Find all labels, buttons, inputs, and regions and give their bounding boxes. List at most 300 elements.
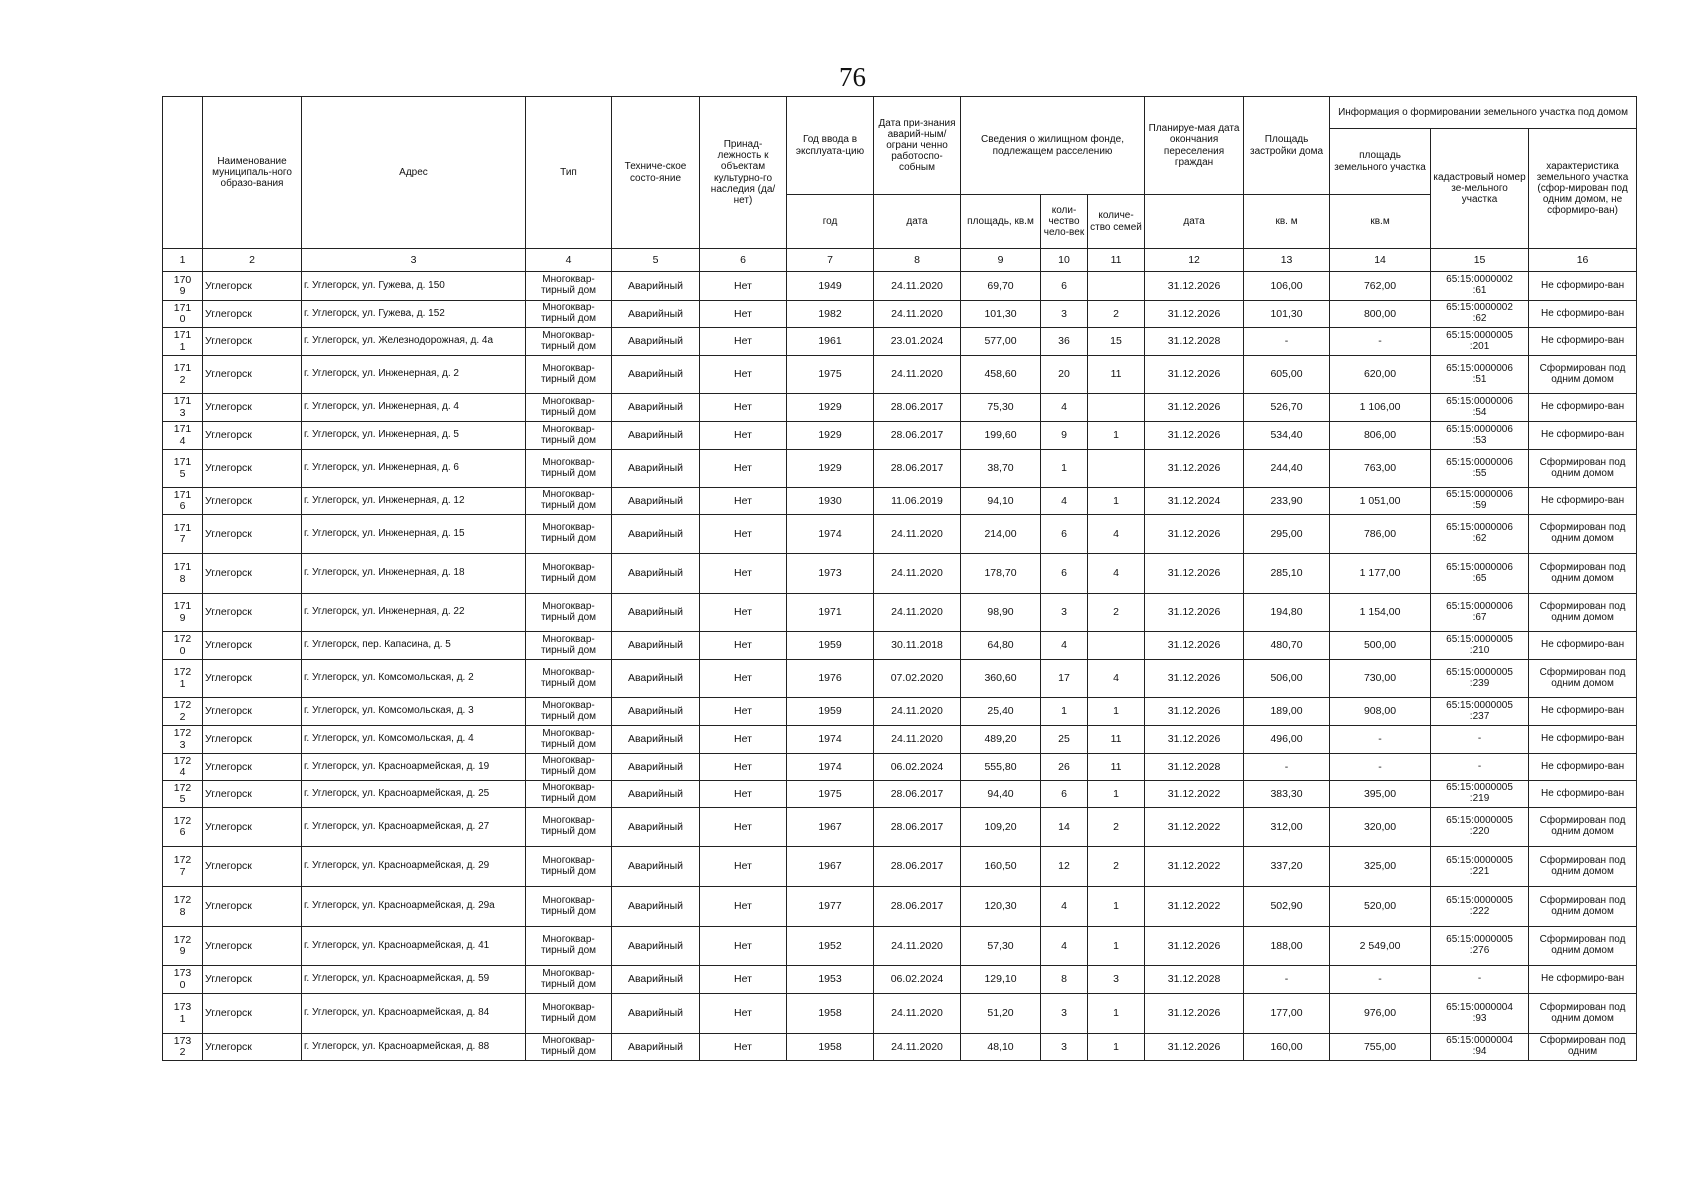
row-number-cell: 172 2 xyxy=(163,698,203,726)
municipality-cell: Углегорск xyxy=(203,515,302,554)
family-count-cell xyxy=(1088,272,1145,301)
land-area-cell: - xyxy=(1330,966,1431,994)
header-date-group: Дата при-знания аварий-ным/ограни ченно работоспо-собным xyxy=(874,97,961,195)
year-cell: 1974 xyxy=(787,515,874,554)
heritage-cell: Нет xyxy=(700,781,787,808)
type-cell: Многоквар-тирный дом xyxy=(526,1034,612,1061)
address-cell: г. Углегорск, ул. Красноармейская, д. 19 xyxy=(302,754,526,781)
family-count-cell: 1 xyxy=(1088,488,1145,515)
family-count-cell: 2 xyxy=(1088,301,1145,328)
land-characteristic-cell: Сформирован под одним домом xyxy=(1529,356,1637,394)
footprint-area-cell: 295,00 xyxy=(1244,515,1330,554)
land-area-cell: - xyxy=(1330,726,1431,754)
land-characteristic-cell: Сформирован под одним домом xyxy=(1529,450,1637,488)
header-row-number xyxy=(163,97,203,249)
land-characteristic-cell: Сформирован под одним домом xyxy=(1529,515,1637,554)
table-row xyxy=(163,660,1637,698)
table-row xyxy=(163,632,1637,660)
table-header xyxy=(163,97,1637,272)
table-row xyxy=(163,301,1637,328)
year-cell: 1929 xyxy=(787,394,874,422)
row-number-cell: 172 4 xyxy=(163,754,203,781)
family-count-cell: 11 xyxy=(1088,726,1145,754)
heritage-cell: Нет xyxy=(700,272,787,301)
living-area-cell: 360,60 xyxy=(961,660,1041,698)
year-cell: 1974 xyxy=(787,754,874,781)
row-number-cell: 172 3 xyxy=(163,726,203,754)
row-number-cell: 172 8 xyxy=(163,887,203,927)
people-count-cell: 4 xyxy=(1041,394,1088,422)
technical-state-cell: Аварийный xyxy=(612,272,700,301)
land-area-cell: 320,00 xyxy=(1330,808,1431,847)
header-land-characteristic: характеристика земельного участка (сфор-мирован под одним домом, не сформиро-ван) xyxy=(1529,129,1637,249)
year-cell: 1929 xyxy=(787,422,874,450)
type-cell: Многоквар-тирный дом xyxy=(526,594,612,632)
living-area-cell: 199,60 xyxy=(961,422,1041,450)
type-cell: Многоквар-тирный дом xyxy=(526,847,612,887)
family-count-cell: 1 xyxy=(1088,698,1145,726)
recognition-date-cell: 11.06.2019 xyxy=(874,488,961,515)
planned-date-cell: 31.12.2022 xyxy=(1145,808,1244,847)
municipality-cell: Углегорск xyxy=(203,450,302,488)
technical-state-cell: Аварийный xyxy=(612,887,700,927)
year-cell: 1973 xyxy=(787,554,874,594)
living-area-cell: 48,10 xyxy=(961,1034,1041,1061)
planned-date-cell: 31.12.2026 xyxy=(1145,272,1244,301)
living-area-cell: 98,90 xyxy=(961,594,1041,632)
people-count-cell: 26 xyxy=(1041,754,1088,781)
planned-date-cell: 31.12.2026 xyxy=(1145,515,1244,554)
family-count-cell: 2 xyxy=(1088,594,1145,632)
row-number-cell: 172 0 xyxy=(163,632,203,660)
cadastral-number-cell: - xyxy=(1431,966,1529,994)
footprint-area-cell: - xyxy=(1244,754,1330,781)
column-number: 11 xyxy=(1088,249,1145,272)
family-count-cell: 4 xyxy=(1088,554,1145,594)
cadastral-number-cell: 65:15:0000005 :221 xyxy=(1431,847,1529,887)
type-cell: Многоквар-тирный дом xyxy=(526,726,612,754)
address-cell: г. Углегорск, ул. Красноармейская, д. 29 xyxy=(302,847,526,887)
people-count-cell: 6 xyxy=(1041,272,1088,301)
row-number-cell: 171 3 xyxy=(163,394,203,422)
recognition-date-cell: 24.11.2020 xyxy=(874,698,961,726)
table-row xyxy=(163,781,1637,808)
type-cell: Многоквар-тирный дом xyxy=(526,660,612,698)
municipality-cell: Углегорск xyxy=(203,328,302,356)
type-cell: Многоквар-тирный дом xyxy=(526,887,612,927)
land-characteristic-cell: Сформирован под одним домом xyxy=(1529,994,1637,1034)
land-area-cell: 395,00 xyxy=(1330,781,1431,808)
table-row xyxy=(163,847,1637,887)
land-area-cell: 762,00 xyxy=(1330,272,1431,301)
cadastral-number-cell: 65:15:0000002 :61 xyxy=(1431,272,1529,301)
column-number: 4 xyxy=(526,249,612,272)
municipality-cell: Углегорск xyxy=(203,422,302,450)
column-number: 3 xyxy=(302,249,526,272)
header-land-area: площадь земельного участка xyxy=(1330,129,1431,195)
header-planned-group: Планируе-мая дата окончания переселения граждан xyxy=(1145,97,1244,195)
heritage-cell: Нет xyxy=(700,594,787,632)
type-cell: Многоквар-тирный дом xyxy=(526,927,612,966)
planned-date-cell: 31.12.2026 xyxy=(1145,1034,1244,1061)
column-number: 13 xyxy=(1244,249,1330,272)
type-cell: Многоквар-тирный дом xyxy=(526,394,612,422)
type-cell: Многоквар-тирный дом xyxy=(526,554,612,594)
table-row xyxy=(163,488,1637,515)
recognition-date-cell: 28.06.2017 xyxy=(874,781,961,808)
planned-date-cell: 31.12.2026 xyxy=(1145,726,1244,754)
row-number-cell: 171 5 xyxy=(163,450,203,488)
heritage-cell: Нет xyxy=(700,808,787,847)
people-count-cell: 4 xyxy=(1041,927,1088,966)
cadastral-number-cell: 65:15:0000006 :62 xyxy=(1431,515,1529,554)
planned-date-cell: 31.12.2026 xyxy=(1145,422,1244,450)
technical-state-cell: Аварийный xyxy=(612,660,700,698)
technical-state-cell: Аварийный xyxy=(612,328,700,356)
people-count-cell: 6 xyxy=(1041,515,1088,554)
municipality-cell: Углегорск xyxy=(203,808,302,847)
table-row xyxy=(163,515,1637,554)
column-number: 12 xyxy=(1145,249,1244,272)
header-technical-state: Техниче-ское состо-яние xyxy=(612,97,700,249)
year-cell: 1958 xyxy=(787,1034,874,1061)
table-row xyxy=(163,272,1637,301)
cadastral-number-cell: 65:15:0000006 :51 xyxy=(1431,356,1529,394)
planned-date-cell: 31.12.2026 xyxy=(1145,660,1244,698)
type-cell: Многоквар-тирный дом xyxy=(526,781,612,808)
type-cell: Многоквар-тирный дом xyxy=(526,422,612,450)
land-characteristic-cell: Не сформиро-ван xyxy=(1529,966,1637,994)
table-row xyxy=(163,1034,1637,1061)
living-area-cell: 214,00 xyxy=(961,515,1041,554)
year-cell: 1959 xyxy=(787,698,874,726)
address-cell: г. Углегорск, ул. Инженерная, д. 18 xyxy=(302,554,526,594)
recognition-date-cell: 24.11.2020 xyxy=(874,301,961,328)
row-number-cell: 172 1 xyxy=(163,660,203,698)
cadastral-number-cell: 65:15:0000005 :210 xyxy=(1431,632,1529,660)
planned-date-cell: 31.12.2022 xyxy=(1145,887,1244,927)
living-area-cell: 109,20 xyxy=(961,808,1041,847)
row-number-cell: 171 2 xyxy=(163,356,203,394)
year-cell: 1930 xyxy=(787,488,874,515)
heritage-cell: Нет xyxy=(700,847,787,887)
municipality-cell: Углегорск xyxy=(203,660,302,698)
row-number-cell: 171 6 xyxy=(163,488,203,515)
land-characteristic-cell: Сформирован под одним домом xyxy=(1529,554,1637,594)
footprint-area-cell: 194,80 xyxy=(1244,594,1330,632)
year-cell: 1961 xyxy=(787,328,874,356)
land-area-cell: 755,00 xyxy=(1330,1034,1431,1061)
table-row xyxy=(163,887,1637,927)
header-year-sub: год xyxy=(787,195,874,249)
recognition-date-cell: 24.11.2020 xyxy=(874,515,961,554)
family-count-cell xyxy=(1088,450,1145,488)
municipality-cell: Углегорск xyxy=(203,754,302,781)
row-number-cell: 172 9 xyxy=(163,927,203,966)
column-number: 16 xyxy=(1529,249,1637,272)
recognition-date-cell: 28.06.2017 xyxy=(874,808,961,847)
technical-state-cell: Аварийный xyxy=(612,808,700,847)
row-number-cell: 171 0 xyxy=(163,301,203,328)
heritage-cell: Нет xyxy=(700,887,787,927)
year-cell: 1949 xyxy=(787,272,874,301)
people-count-cell: 25 xyxy=(1041,726,1088,754)
heritage-cell: Нет xyxy=(700,726,787,754)
cadastral-number-cell: 65:15:0000005 :220 xyxy=(1431,808,1529,847)
technical-state-cell: Аварийный xyxy=(612,781,700,808)
year-cell: 1975 xyxy=(787,781,874,808)
planned-date-cell: 31.12.2026 xyxy=(1145,594,1244,632)
people-count-cell: 4 xyxy=(1041,887,1088,927)
family-count-cell: 2 xyxy=(1088,808,1145,847)
living-area-cell: 101,30 xyxy=(961,301,1041,328)
land-characteristic-cell: Не сформиро-ван xyxy=(1529,632,1637,660)
registry-table xyxy=(162,96,1637,1061)
recognition-date-cell: 24.11.2020 xyxy=(874,594,961,632)
family-count-cell: 11 xyxy=(1088,356,1145,394)
land-characteristic-cell: Не сформиро-ван xyxy=(1529,726,1637,754)
row-number-cell: 172 7 xyxy=(163,847,203,887)
land-characteristic-cell: Не сформиро-ван xyxy=(1529,488,1637,515)
recognition-date-cell: 28.06.2017 xyxy=(874,847,961,887)
family-count-cell: 1 xyxy=(1088,422,1145,450)
technical-state-cell: Аварийный xyxy=(612,726,700,754)
header-planned-sub: дата xyxy=(1145,195,1244,249)
planned-date-cell: 31.12.2026 xyxy=(1145,632,1244,660)
address-cell: г. Углегорск, ул. Красноармейская, д. 84 xyxy=(302,994,526,1034)
people-count-cell: 3 xyxy=(1041,594,1088,632)
family-count-cell: 11 xyxy=(1088,754,1145,781)
year-cell: 1975 xyxy=(787,356,874,394)
address-cell: г. Углегорск, ул. Красноармейская, д. 88 xyxy=(302,1034,526,1061)
planned-date-cell: 31.12.2022 xyxy=(1145,847,1244,887)
land-area-cell: - xyxy=(1330,328,1431,356)
land-characteristic-cell: Не сформиро-ван xyxy=(1529,422,1637,450)
cadastral-number-cell: 65:15:0000005 :219 xyxy=(1431,781,1529,808)
table-row xyxy=(163,422,1637,450)
planned-date-cell: 31.12.2026 xyxy=(1145,994,1244,1034)
address-cell: г. Углегорск, ул. Инженерная, д. 2 xyxy=(302,356,526,394)
type-cell: Многоквар-тирный дом xyxy=(526,450,612,488)
land-area-cell: 1 051,00 xyxy=(1330,488,1431,515)
cadastral-number-cell: 65:15:0000004 :94 xyxy=(1431,1034,1529,1061)
living-area-cell: 38,70 xyxy=(961,450,1041,488)
living-area-cell: 94,40 xyxy=(961,781,1041,808)
footprint-area-cell: 383,30 xyxy=(1244,781,1330,808)
table-row xyxy=(163,554,1637,594)
footprint-area-cell: 177,00 xyxy=(1244,994,1330,1034)
column-number: 14 xyxy=(1330,249,1431,272)
cadastral-number-cell: 65:15:0000005 :239 xyxy=(1431,660,1529,698)
header-address: Адрес xyxy=(302,97,526,249)
year-cell: 1958 xyxy=(787,994,874,1034)
recognition-date-cell: 06.02.2024 xyxy=(874,754,961,781)
address-cell: г. Углегорск, ул. Красноармейская, д. 41 xyxy=(302,927,526,966)
land-characteristic-cell: Не сформиро-ван xyxy=(1529,328,1637,356)
address-cell: г. Углегорск, ул. Красноармейская, д. 29а xyxy=(302,887,526,927)
people-count-cell: 17 xyxy=(1041,660,1088,698)
year-cell: 1967 xyxy=(787,808,874,847)
header-municipality: Наименование муниципаль-ного образо-вания xyxy=(203,97,302,249)
planned-date-cell: 31.12.2026 xyxy=(1145,356,1244,394)
land-characteristic-cell: Сформирован под одним xyxy=(1529,1034,1637,1061)
row-number-cell: 173 1 xyxy=(163,994,203,1034)
type-cell: Многоквар-тирный дом xyxy=(526,272,612,301)
municipality-cell: Углегорск xyxy=(203,994,302,1034)
recognition-date-cell: 24.11.2020 xyxy=(874,1034,961,1061)
people-count-cell: 14 xyxy=(1041,808,1088,847)
land-characteristic-cell: Не сформиро-ван xyxy=(1529,272,1637,301)
header-footprint-group: Площадь застройки дома xyxy=(1244,97,1330,195)
technical-state-cell: Аварийный xyxy=(612,488,700,515)
table-row xyxy=(163,594,1637,632)
planned-date-cell: 31.12.2026 xyxy=(1145,301,1244,328)
land-area-cell: 620,00 xyxy=(1330,356,1431,394)
living-area-cell: 75,30 xyxy=(961,394,1041,422)
address-cell: г. Углегорск, ул. Инженерная, д. 6 xyxy=(302,450,526,488)
type-cell: Многоквар-тирный дом xyxy=(526,515,612,554)
heritage-cell: Нет xyxy=(700,927,787,966)
header-land-area-sub: кв.м xyxy=(1330,195,1431,249)
land-area-cell: 730,00 xyxy=(1330,660,1431,698)
family-count-cell: 1 xyxy=(1088,994,1145,1034)
recognition-date-cell: 24.11.2020 xyxy=(874,994,961,1034)
table-row xyxy=(163,356,1637,394)
page-number: 76 xyxy=(839,62,866,92)
land-area-cell: 908,00 xyxy=(1330,698,1431,726)
municipality-cell: Углегорск xyxy=(203,927,302,966)
table-row xyxy=(163,698,1637,726)
recognition-date-cell: 24.11.2020 xyxy=(874,356,961,394)
technical-state-cell: Аварийный xyxy=(612,994,700,1034)
table-row xyxy=(163,927,1637,966)
people-count-cell: 6 xyxy=(1041,781,1088,808)
planned-date-cell: 31.12.2022 xyxy=(1145,781,1244,808)
municipality-cell: Углегорск xyxy=(203,1034,302,1061)
municipality-cell: Углегорск xyxy=(203,594,302,632)
technical-state-cell: Аварийный xyxy=(612,698,700,726)
footprint-area-cell: 101,30 xyxy=(1244,301,1330,328)
footprint-area-cell: 188,00 xyxy=(1244,927,1330,966)
heritage-cell: Нет xyxy=(700,422,787,450)
footprint-area-cell: 233,90 xyxy=(1244,488,1330,515)
year-cell: 1982 xyxy=(787,301,874,328)
municipality-cell: Углегорск xyxy=(203,272,302,301)
planned-date-cell: 31.12.2028 xyxy=(1145,966,1244,994)
technical-state-cell: Аварийный xyxy=(612,847,700,887)
family-count-cell: 15 xyxy=(1088,328,1145,356)
cadastral-number-cell: 65:15:0000002 :62 xyxy=(1431,301,1529,328)
land-area-cell: 520,00 xyxy=(1330,887,1431,927)
year-cell: 1959 xyxy=(787,632,874,660)
footprint-area-cell: 244,40 xyxy=(1244,450,1330,488)
heritage-cell: Нет xyxy=(700,450,787,488)
footprint-area-cell: 285,10 xyxy=(1244,554,1330,594)
people-count-cell: 12 xyxy=(1041,847,1088,887)
land-area-cell: - xyxy=(1330,754,1431,781)
heritage-cell: Нет xyxy=(700,966,787,994)
land-area-cell: 763,00 xyxy=(1330,450,1431,488)
land-area-cell: 1 106,00 xyxy=(1330,394,1431,422)
cadastral-number-cell: 65:15:0000005 :276 xyxy=(1431,927,1529,966)
type-cell: Многоквар-тирный дом xyxy=(526,328,612,356)
land-area-cell: 2 549,00 xyxy=(1330,927,1431,966)
heritage-cell: Нет xyxy=(700,515,787,554)
people-count-cell: 1 xyxy=(1041,450,1088,488)
column-number: 1 xyxy=(163,249,203,272)
municipality-cell: Углегорск xyxy=(203,488,302,515)
planned-date-cell: 31.12.2024 xyxy=(1145,488,1244,515)
heritage-cell: Нет xyxy=(700,754,787,781)
living-area-cell: 160,50 xyxy=(961,847,1041,887)
recognition-date-cell: 24.11.2020 xyxy=(874,927,961,966)
land-characteristic-cell: Не сформиро-ван xyxy=(1529,301,1637,328)
year-cell: 1976 xyxy=(787,660,874,698)
people-count-cell: 36 xyxy=(1041,328,1088,356)
header-people-sub: коли-чество чело-век xyxy=(1041,195,1088,249)
technical-state-cell: Аварийный xyxy=(612,594,700,632)
technical-state-cell: Аварийный xyxy=(612,515,700,554)
table-row xyxy=(163,450,1637,488)
land-characteristic-cell: Сформирован под одним домом xyxy=(1529,594,1637,632)
technical-state-cell: Аварийный xyxy=(612,356,700,394)
family-count-cell: 1 xyxy=(1088,927,1145,966)
living-area-cell: 129,10 xyxy=(961,966,1041,994)
cadastral-number-cell: 65:15:0000004 :93 xyxy=(1431,994,1529,1034)
heritage-cell: Нет xyxy=(700,356,787,394)
planned-date-cell: 31.12.2028 xyxy=(1145,754,1244,781)
heritage-cell: Нет xyxy=(700,301,787,328)
living-area-cell: 64,80 xyxy=(961,632,1041,660)
recognition-date-cell: 07.02.2020 xyxy=(874,660,961,698)
living-area-cell: 94,10 xyxy=(961,488,1041,515)
table-row xyxy=(163,328,1637,356)
header-area-sub: площадь, кв.м xyxy=(961,195,1041,249)
planned-date-cell: 31.12.2026 xyxy=(1145,450,1244,488)
technical-state-cell: Аварийный xyxy=(612,394,700,422)
living-area-cell: 577,00 xyxy=(961,328,1041,356)
technical-state-cell: Аварийный xyxy=(612,754,700,781)
living-area-cell: 57,30 xyxy=(961,927,1041,966)
cadastral-number-cell: - xyxy=(1431,754,1529,781)
municipality-cell: Углегорск xyxy=(203,301,302,328)
year-cell: 1971 xyxy=(787,594,874,632)
municipality-cell: Углегорск xyxy=(203,726,302,754)
recognition-date-cell: 28.06.2017 xyxy=(874,450,961,488)
type-cell: Многоквар-тирный дом xyxy=(526,754,612,781)
family-count-cell: 3 xyxy=(1088,966,1145,994)
table-body xyxy=(163,272,1637,1061)
row-number-cell: 171 9 xyxy=(163,594,203,632)
header-land-group: Информация о формировании земельного участка под домом xyxy=(1330,97,1637,129)
header-year-group: Год ввода в эксплуата-цию xyxy=(787,97,874,195)
technical-state-cell: Аварийный xyxy=(612,450,700,488)
address-cell: г. Углегорск, ул. Инженерная, д. 12 xyxy=(302,488,526,515)
municipality-cell: Углегорск xyxy=(203,356,302,394)
land-characteristic-cell: Сформирован под одним домом xyxy=(1529,887,1637,927)
family-count-cell: 1 xyxy=(1088,1034,1145,1061)
municipality-cell: Углегорск xyxy=(203,554,302,594)
footprint-area-cell: 106,00 xyxy=(1244,272,1330,301)
heritage-cell: Нет xyxy=(700,488,787,515)
people-count-cell: 3 xyxy=(1041,994,1088,1034)
row-number-cell: 171 8 xyxy=(163,554,203,594)
recognition-date-cell: 28.06.2017 xyxy=(874,422,961,450)
land-characteristic-cell: Сформирован под одним домом xyxy=(1529,808,1637,847)
address-cell: г. Углегорск, ул. Комсомольская, д. 4 xyxy=(302,726,526,754)
heritage-cell: Нет xyxy=(700,394,787,422)
heritage-cell: Нет xyxy=(700,328,787,356)
